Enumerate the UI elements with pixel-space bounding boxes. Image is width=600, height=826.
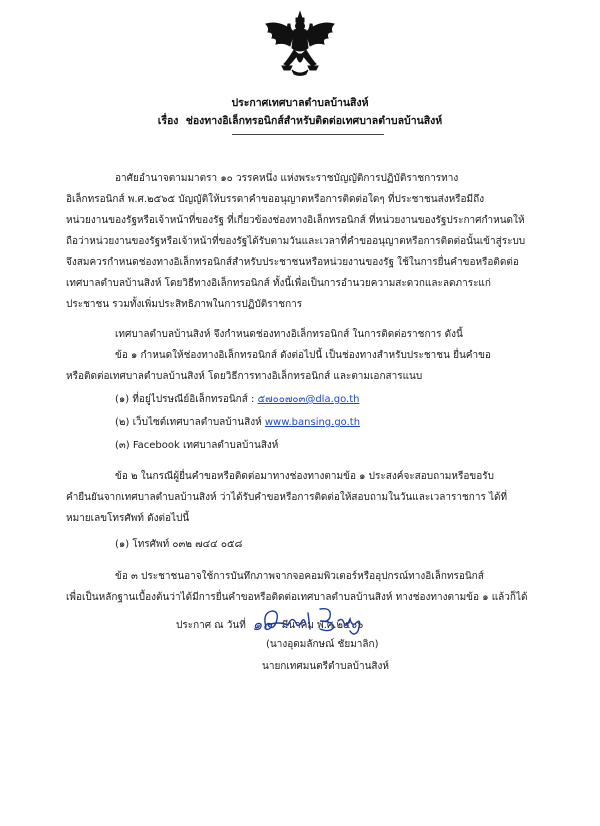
intro-line: อาศัยอำนาจตามมาตรา ๑๐ วรรคหนึ่ง แห่งพระราชบัญญัติการปฏิบัติราชการทาง: [115, 173, 459, 184]
intro-line: ประชาชน รวมทั้งเพิ่มประสิทธิภาพในการปฏิบัติราชการ: [66, 299, 303, 310]
intro-line: จึงสมควรกำหนดช่องทางอิเล็กทรอนิกส์สำหรับประชาชนหรือหน่วยงานของรัฐ ใช้ในการยื่นคำขอหรือติดต่อ: [66, 257, 519, 268]
subject-line: [0, 112, 600, 129]
signer-position: นายกเทศมนตรีตำบลบ้านสิงห์: [262, 661, 389, 672]
phone-line: (๑) โทรศัพท์ ๐๓๒ ๗๔๔ ๐๕๘: [115, 539, 243, 550]
clause3-line: ข้อ ๓ ประชาชนอาจใช้การบันทึกภาพจากจอคอมพิวเตอร์หรืออุปกรณ์ทางอิเล็กทรอนิกส์: [115, 571, 484, 582]
announce-line: เทศบาลตำบลบ้านสิงห์ จึงกำหนดช่องทางอิเล็กทรอนิกส์ ในการติดต่อราชการ ดังนี้: [115, 329, 463, 340]
channel-email-label: (๑) ที่อยู่ไปรษณีย์อิเล็กทรอนิกส์ :: [115, 394, 255, 405]
email-link[interactable]: ๕๗๐๐๗๐๓@dla.go.th: [257, 394, 360, 405]
date-suffix: มีนาคม พ.ศ.๒๕๖๖: [281, 620, 364, 631]
intro-line: เทศบาลตำบลบ้านสิงห์ โดยวิธีทางอิเล็กทรอนิกส์ ทั้งนี้เพื่อเป็นการอำนวยความสะดวกและลดภาระแก่: [66, 278, 491, 289]
clause2-line: ข้อ ๒ ในกรณีผู้ยื่นคำขอหรือติดต่อมาทางช่องทางตามข้อ ๑ ประสงค์จะสอบถามหรือขอรับ: [115, 471, 494, 482]
garuda-emblem-icon: [262, 10, 338, 78]
handwritten-signature: [258, 603, 378, 635]
date-day: ๑๐: [252, 615, 273, 634]
signer-name: (นางอุดมลักษณ์ ชัยมาลิก): [266, 639, 379, 650]
subject-label: เรื่อง: [157, 115, 179, 127]
page-title: ประกาศเทศบาลตำบลบ้านสิงห์: [231, 97, 369, 109]
channel-website-label: (๒) เว็บไซต์เทศบาลตำบลบ้านสิงห์: [115, 417, 262, 428]
title-divider: [232, 134, 384, 135]
channel-email: [115, 395, 360, 406]
intro-line: ถือว่าหน่วยงานของรัฐหรือเจ้าหน้าที่ของรัฐได้รับตามวันและเวลาที่คำขออนุญาตหรือการติดต่อนั้นเข้าสู่ระบบ: [66, 236, 526, 247]
intro-line: หน่วยงานของรัฐหรือเจ้าหน้าที่ของรัฐ ที่เกี่ยวข้องช่องทางอิเล็กทรอนิกส์ ที่หน่วยงานของรัฐประกาศกำหนดให้: [66, 215, 525, 226]
website-link[interactable]: www.bansing.go.th: [264, 417, 361, 428]
intro-line: อิเล็กทรอนิกส์ พ.ศ.๒๕๖๕ บัญญัติให้บรรดาคำขออนุญาตหรือการติดต่อใดๆ ที่ประชาชนส่งหรือมีถึง: [66, 194, 485, 205]
clause2-line: คำยืนยันจากเทศบาลตำบลบ้านสิงห์ ว่าได้รับคำขอหรือการติดต่อให้สอบถามในวันและเวลาราชการ ได้ที่: [66, 492, 508, 503]
channel-website: [115, 418, 360, 429]
channel-facebook: (๓) Facebook เทศบาลตำบลบ้านสิงห์: [115, 440, 279, 451]
clause1-line: ข้อ ๑ กำหนดให้ช่องทางอิเล็กทรอนิกส์ ดังต่อไปนี้ เป็นช่องทางสำหรับประชาชน ยื่นคำขอ: [115, 350, 491, 361]
subject-text: ช่องทางอิเล็กทรอนิกส์สำหรับติดต่อเทศบาลตำบลบ้านสิงห์: [185, 115, 443, 127]
clause2-line: หมายเลขโทรศัพท์ ดังต่อไปนี้: [66, 513, 190, 524]
clause3-line: เพื่อเป็นหลักฐานเบื้องต้นว่าได้มีการยื่นคำขอหรือติดต่อเทศบาลตำบลบ้านสิงห์ ทางช่องทางตามข้อ ๑ แล้วก็ได้: [66, 592, 528, 603]
date-prefix: ประกาศ ณ วันที่: [176, 620, 246, 631]
clause1-line: หรือติดต่อเทศบาลตำบลบ้านสิงห์ โดยวิธีการทางอิเล็กทรอนิกส์ และตามเอกสารแนบ: [66, 371, 423, 382]
